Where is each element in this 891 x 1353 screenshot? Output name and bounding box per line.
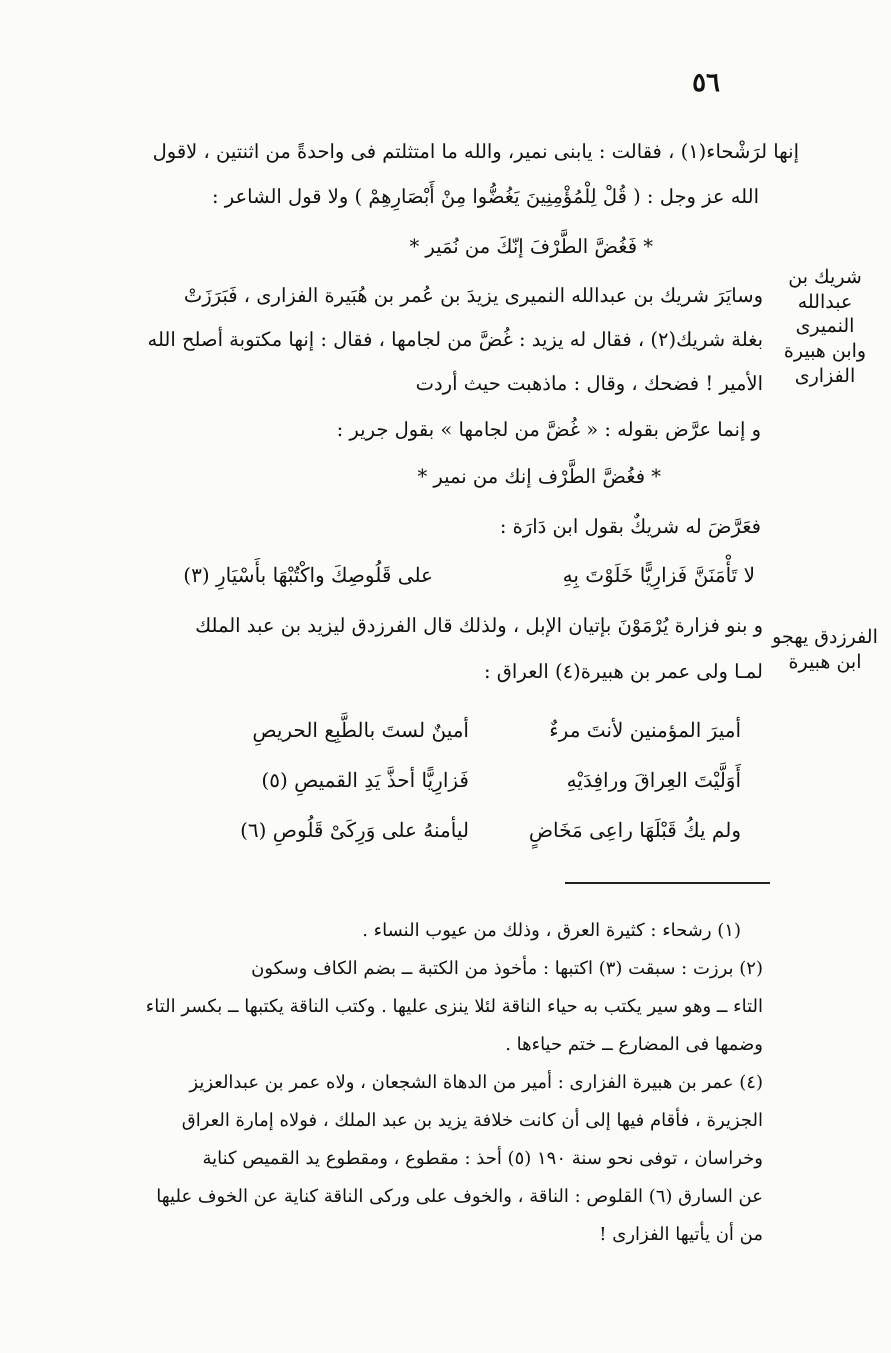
verse-left: على قَلُوصِكَ واكْتُبْهَا بأَسْيَارِ (٣): [183, 563, 433, 587]
poem-verse-2-right: أَوَلَّيْتَ العِراقَ ورافِدَيْهِ: [566, 768, 741, 792]
side-note-sharik: شريك بن عبدالله النميرى وابن هبيرة الفزارى: [783, 266, 867, 387]
side-note-farazdaq: الفرزدق يهجو ابن هبيرة: [772, 626, 878, 673]
body-line-4: بغلة شريك(٢) ، فقال له يزيد : غُضَّ من لجامها ، فقال : إنها مكتوبة أصلح الله: [147, 328, 763, 351]
hemistich-line-2: * فغُضَّ الطَّرْف إنك من نمير *: [417, 465, 661, 488]
footnote-1: (١) رشحاء : كثيرة العرق ، وذلك من عيوب النساء .: [362, 920, 741, 941]
body-line-1: إنها لرَشْحاء(١) ، فقالت : يابنى نمير، والله ما امتثلتم فى واحدةً من اثنتين ، لاقول: [152, 140, 799, 163]
poem-verse-1-right: أميرَ المؤمنين لأنتَ مرءٌ: [549, 718, 741, 742]
footnote-4: (٤) عمر بن هبيرة الفزارى : أمير من الدهاة الشجعان ، ولاه عمر بن عبدالعزيز: [189, 1072, 763, 1093]
footnote-2: (٢) برزت : سبقت (٣) اكتبها : مأخوذ من الكتبة ــ بضم الكاف وسكون: [251, 958, 763, 979]
body-line-5: الأمير ! فضحك ، وقال : ماذهبت حيث أردت: [415, 372, 763, 395]
body-line-3: وسايَرَ شريك بن عبدالله النميرى يزيدَ بن عُمر بن هُبَيرة الفزارى ، فَبَرَزَتْ: [183, 284, 763, 307]
hemistich-line: * فَغُضَّ الطَّرْفَ إنّكَ من نُمَير *: [409, 235, 653, 258]
body-line-7: فعَرَّضَ له شريكٌ بقول ابن دَارَة :: [499, 515, 761, 538]
body-line-6: و إنما عرَّض بقوله : « غُضَّ من لجامها » بقول جرير :: [336, 418, 761, 441]
verse-right: لا تَأْمَنَنَّ فَزارِيًّا خَلَوْتَ بِهِ: [562, 563, 755, 587]
footnote-divider: [565, 882, 770, 884]
footnote-4-cont-2: وخراسان ، توفى نحو سنة ١٩٠ (٥) أحذ : مقطوع ، ومقطوع يد القميص كناية: [202, 1148, 763, 1169]
poem-verse-3-left: ليأمنهُ على وَرِكَىْ قَلُوصِ (٦): [240, 818, 469, 842]
poem-verse-2-left: فَزارِيًّا أحذَّ يَدِ القميصِ (٥): [261, 768, 469, 792]
body-line-8: و بنو فزارة يُرْمَوْنَ بإتيان الإبل ، ولذلك قال الفرزدق ليزيد بن عبد الملك: [195, 614, 763, 637]
body-line-2: الله عز وجل : ( قُلْ لِلْمُؤْمِنِينَ يَغُضُّوا مِنْ أَبْصَارِهِمْ ) ولا قول الشاعر :: [211, 185, 759, 208]
footnote-2-cont: التاء ــ وهو سير يكتب به حياء الناقة لئلا ينزى عليها . وكتب الناقة يكتبها ــ بكسر التاء: [145, 996, 763, 1017]
footnote-6-end: من أن يأتيها الفزارى !: [599, 1224, 763, 1245]
poem-verse-1-left: أمينٌ لستَ بالطَّبِع الحريصِ: [252, 718, 469, 742]
body-line-9: لمـا ولى عمر بن هبيرة(٤) العراق :: [484, 660, 763, 683]
footnote-4-cont: الجزيرة ، فأقام فيها إلى أن كانت خلافة يزيد بن عبد الملك ، فولاه إمارة العراق: [181, 1110, 763, 1131]
page-number: ٥٦: [692, 68, 720, 98]
poem-verse-3-right: ولم يكُ قَبْلَهَا راعِى مَخَاضٍ: [528, 818, 741, 842]
footnote-6: عن السارق (٦) القلوص : الناقة ، والخوف على وركى الناقة كناية عن الخوف عليها: [156, 1186, 763, 1207]
footnote-2-end: وضمها فى المضارع ــ ختم حياءها .: [505, 1034, 763, 1055]
